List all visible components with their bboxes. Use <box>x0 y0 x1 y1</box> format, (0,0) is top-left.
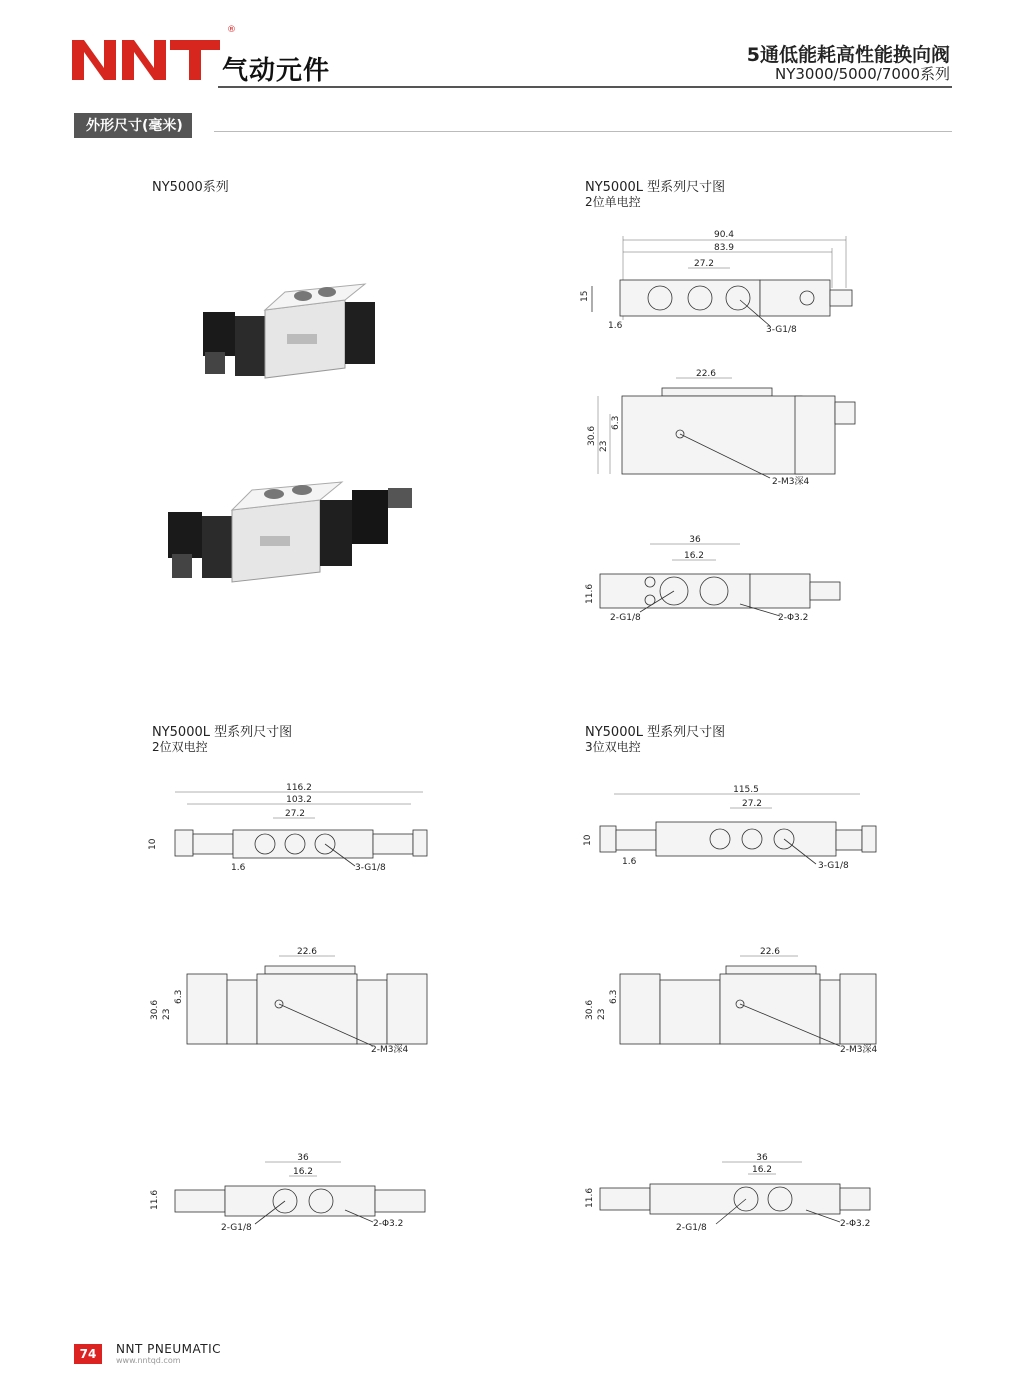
page-subtitle: NY3000/5000/7000系列 <box>774 65 950 83</box>
double2-top-d1: 116.2 <box>286 783 312 793</box>
double2-top-offset: 1.6 <box>231 863 246 873</box>
double2-bottom-w1: 36 <box>297 1153 309 1163</box>
single-top-d1: 90.4 <box>713 230 735 240</box>
logo-chinese-text: 气动元件 <box>222 56 331 86</box>
footer-url: www.nntqd.com <box>116 1356 181 1365</box>
double3-side-h2: 23 <box>597 1008 607 1020</box>
double2-top-height: 10 <box>148 838 158 850</box>
page-title: 5通低能耗高性能换向阀 <box>746 44 950 66</box>
registered-mark: ® <box>227 25 236 35</box>
single-bottom-port: 2-G1/8 <box>610 613 641 623</box>
single-bottom-height: 11.6 <box>585 583 595 604</box>
double2-bottom-w2: 16.2 <box>292 1167 314 1177</box>
single-side-h3: 6.3 <box>611 415 621 430</box>
double3-bottom-w2: 16.2 <box>751 1165 773 1175</box>
single-top-d3: 27.2 <box>693 259 715 269</box>
single-side-width: 22.6 <box>695 369 717 379</box>
double2-side-width: 22.6 <box>296 947 318 957</box>
page-number: 74 <box>74 1344 102 1364</box>
double2-bottom-height: 11.6 <box>150 1189 160 1210</box>
single-panel-subtitle: 2位单电控 <box>585 195 641 209</box>
footer-brand: NNT PNEUMATIC <box>116 1342 222 1356</box>
single-bottom-hole: 2-Φ3.2 <box>778 613 809 623</box>
single-solenoid-valve-photo <box>195 282 395 392</box>
single-bottom-w2: 16.2 <box>683 551 705 561</box>
double3-side-h1: 30.6 <box>585 999 595 1020</box>
double3-bottom-hole: 2-Φ3.2 <box>840 1219 871 1229</box>
single-bottom-w1: 36 <box>689 535 701 545</box>
single-side-h1: 30.6 <box>587 425 597 446</box>
double2-side-h3: 6.3 <box>174 989 184 1004</box>
double2-panel-subtitle: 2位双电控 <box>152 740 208 754</box>
double3-bottom-height: 11.6 <box>585 1187 595 1208</box>
double2-panel-label: NY5000L 型系列尺寸图 <box>152 725 293 740</box>
nnt-logo <box>70 28 220 83</box>
double3-side-screw: 2-M3深4 <box>840 1045 878 1055</box>
double2-top-d3: 27.2 <box>284 809 306 819</box>
double3-top-offset: 1.6 <box>622 857 637 867</box>
double2-side-view-drawing <box>145 944 435 1059</box>
double3-bottom-w1: 36 <box>756 1153 768 1163</box>
double2-side-h2: 23 <box>162 1008 172 1020</box>
single-side-h2: 23 <box>599 440 609 452</box>
double2-bottom-view-drawing <box>145 1150 435 1235</box>
double3-panel-label: NY5000L 型系列尺寸图 <box>585 725 726 740</box>
section-divider <box>214 131 952 132</box>
section-tag: 外形尺寸(毫米) <box>74 113 192 138</box>
single-side-screw: 2-M3深4 <box>772 477 810 487</box>
single-bottom-view-drawing <box>580 534 870 629</box>
double2-bottom-hole: 2-Φ3.2 <box>373 1219 404 1229</box>
double2-top-view-drawing <box>145 780 435 875</box>
double2-side-screw: 2-M3深4 <box>371 1045 409 1055</box>
double2-side-h1: 30.6 <box>150 999 160 1020</box>
single-top-port: 3-G1/8 <box>766 325 797 335</box>
single-top-offset: 1.6 <box>608 321 623 331</box>
double2-top-d2: 103.2 <box>286 795 312 805</box>
double3-side-width: 22.6 <box>759 947 781 957</box>
double-solenoid-valve-photo <box>160 478 425 593</box>
double2-top-port: 3-G1/8 <box>355 863 386 873</box>
single-top-d2: 83.9 <box>713 243 735 253</box>
double3-top-port: 3-G1/8 <box>818 861 849 871</box>
double3-top-d1: 115.5 <box>733 785 759 795</box>
double3-top-view-drawing <box>580 782 880 877</box>
single-top-height: 15 <box>580 290 590 302</box>
single-side-view-drawing <box>580 366 870 492</box>
single-top-view-drawing <box>580 228 870 338</box>
double2-bottom-port: 2-G1/8 <box>221 1223 252 1233</box>
double3-side-h3: 6.3 <box>609 989 619 1004</box>
single-panel-label: NY5000L 型系列尺寸图 <box>585 180 726 195</box>
double3-side-view-drawing <box>580 944 880 1059</box>
header-divider <box>218 86 952 88</box>
double3-top-d3: 27.2 <box>741 799 763 809</box>
double3-panel-subtitle: 3位双电控 <box>585 740 641 754</box>
double3-bottom-port: 2-G1/8 <box>676 1223 707 1233</box>
photo-panel-label: NY5000系列 <box>152 180 229 195</box>
double3-top-height: 10 <box>583 834 593 846</box>
double3-bottom-view-drawing <box>580 1150 880 1235</box>
